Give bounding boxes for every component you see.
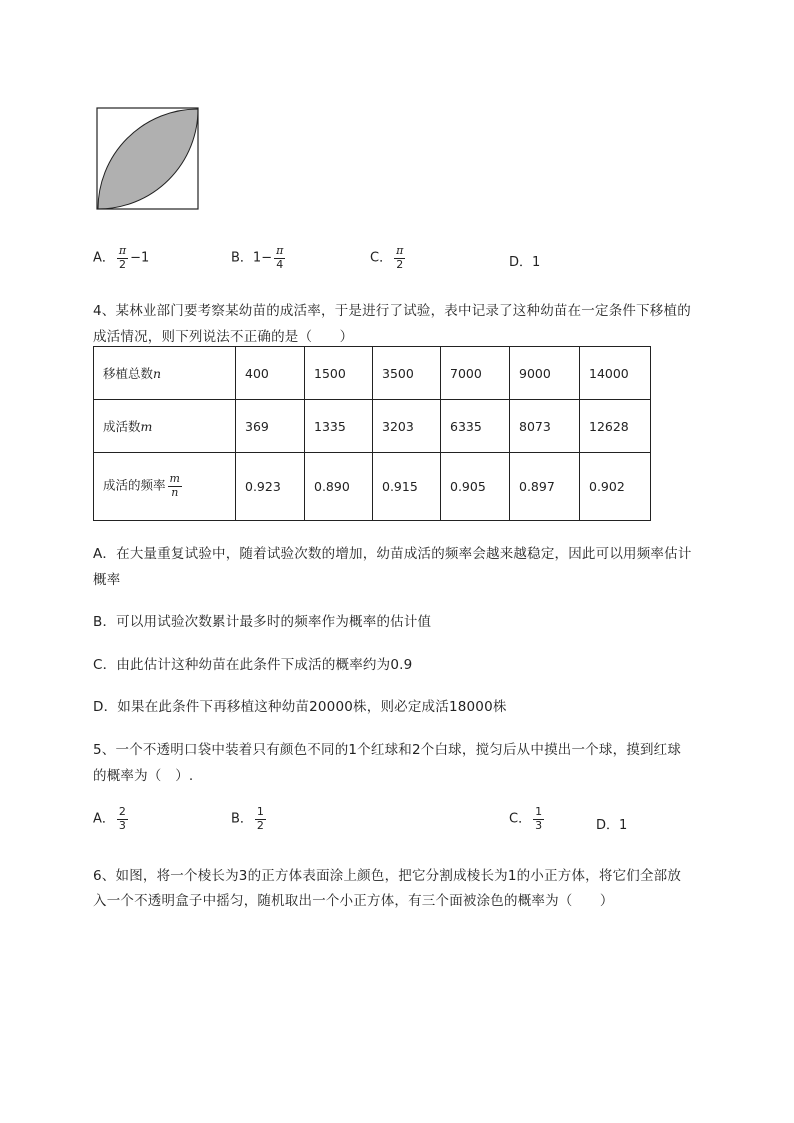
q5-option-b: B． $\frac{1}{2}$: [231, 805, 264, 832]
fraction: $\frac{\pi}{4}$: [276, 244, 284, 271]
table-cell: 3203: [373, 400, 441, 453]
q4-option-c: C．由此估计这种幼苗在此条件下成活的概率约为0.9: [93, 657, 413, 673]
table-cell: 6335: [441, 400, 510, 453]
table-cell: 9000: [510, 347, 580, 400]
fraction: $\frac{1}{2}$: [256, 805, 264, 832]
q5-option-d: D．1: [596, 818, 628, 833]
q5-stem-line1: 5、一个不透明口袋中装着只有颜色不同的1个红球和2个白球，搅匀后从中摸出一个球，摸到红球: [93, 742, 682, 758]
table-cell: 1500: [305, 347, 373, 400]
seedling-survival-table: [93, 346, 651, 521]
q3-option-d: D．1: [509, 255, 541, 270]
shaded-leaf-region: [98, 109, 198, 209]
q3-option-a: A． $\frac{\pi}{2}$ −1: [93, 244, 150, 271]
q3-option-c: C． $\frac{\pi}{2}$: [370, 244, 404, 271]
row-header: 成活的频率 $\frac{m}{n}$: [94, 453, 236, 521]
fraction: $\frac{2}{3}$: [118, 805, 126, 832]
table-cell: 0.905: [441, 453, 510, 521]
square-leaf-figure: [96, 107, 200, 211]
q5-option-c: C． $\frac{1}{3}$: [509, 805, 543, 832]
q3-option-b: B．1− $\frac{\pi}{4}$: [231, 244, 284, 271]
q5-stem-line2: 的概率为（ ）.: [93, 768, 194, 784]
row-header: 成活数m: [94, 400, 236, 453]
table-cell: 369: [236, 400, 305, 453]
table-cell: 0.890: [305, 453, 373, 521]
table-cell: 3500: [373, 347, 441, 400]
table-cell: 8073: [510, 400, 580, 453]
q6-stem-line2: 入一个不透明盒子中摇匀，随机取出一个小正方体，有三个面被涂色的概率为（ ）: [93, 893, 614, 909]
table-cell: 14000: [580, 347, 651, 400]
fraction: $\frac{\pi}{2}$: [396, 244, 404, 271]
q4-option-d: D．如果在此条件下再移植这种幼苗20000株，则必定成活18000株: [93, 699, 507, 715]
table-cell: 0.923: [236, 453, 305, 521]
table-cell: 12628: [580, 400, 651, 453]
row-header: 移植总数n: [94, 347, 236, 400]
q4-option-b: B．可以用试验次数累计最多时的频率作为概率的估计值: [93, 614, 432, 630]
fraction: $\frac{1}{3}$: [535, 805, 543, 832]
fraction: $\frac{m}{n}$: [169, 472, 180, 499]
table-row-survived: [94, 400, 651, 453]
q5-option-a: A． $\frac{2}{3}$: [93, 805, 126, 832]
q4-option-a-line1: A．在大量重复试验中，随着试验次数的增加，幼苗成活的频率会越来越稳定，因此可以用频率估计: [93, 546, 692, 562]
table-cell: 0.915: [373, 453, 441, 521]
q6-stem-line1: 6、如图，将一个棱长为3的正方体表面涂上颜色，把它分割成棱长为1的小正方体，将它们全部放: [93, 868, 682, 884]
table-cell: 1335: [305, 400, 373, 453]
table-row-rates: [94, 453, 651, 521]
q4-stem-line1: 4、某林业部门要考察某幼苗的成活率，于是进行了试验，表中记录了这种幼苗在一定条件下移植的: [93, 303, 691, 319]
q4-stem-line2: 成活情况，则下列说法不正确的是（ ）: [93, 329, 354, 345]
q4-option-a-line2: 概率: [93, 572, 121, 588]
table-cell: 0.902: [580, 453, 651, 521]
table-cell: 0.897: [510, 453, 580, 521]
fraction: $\frac{\pi}{2}$: [118, 244, 127, 271]
table-cell: 400: [236, 347, 305, 400]
table-row-totals: [94, 347, 651, 400]
table-cell: 7000: [441, 347, 510, 400]
